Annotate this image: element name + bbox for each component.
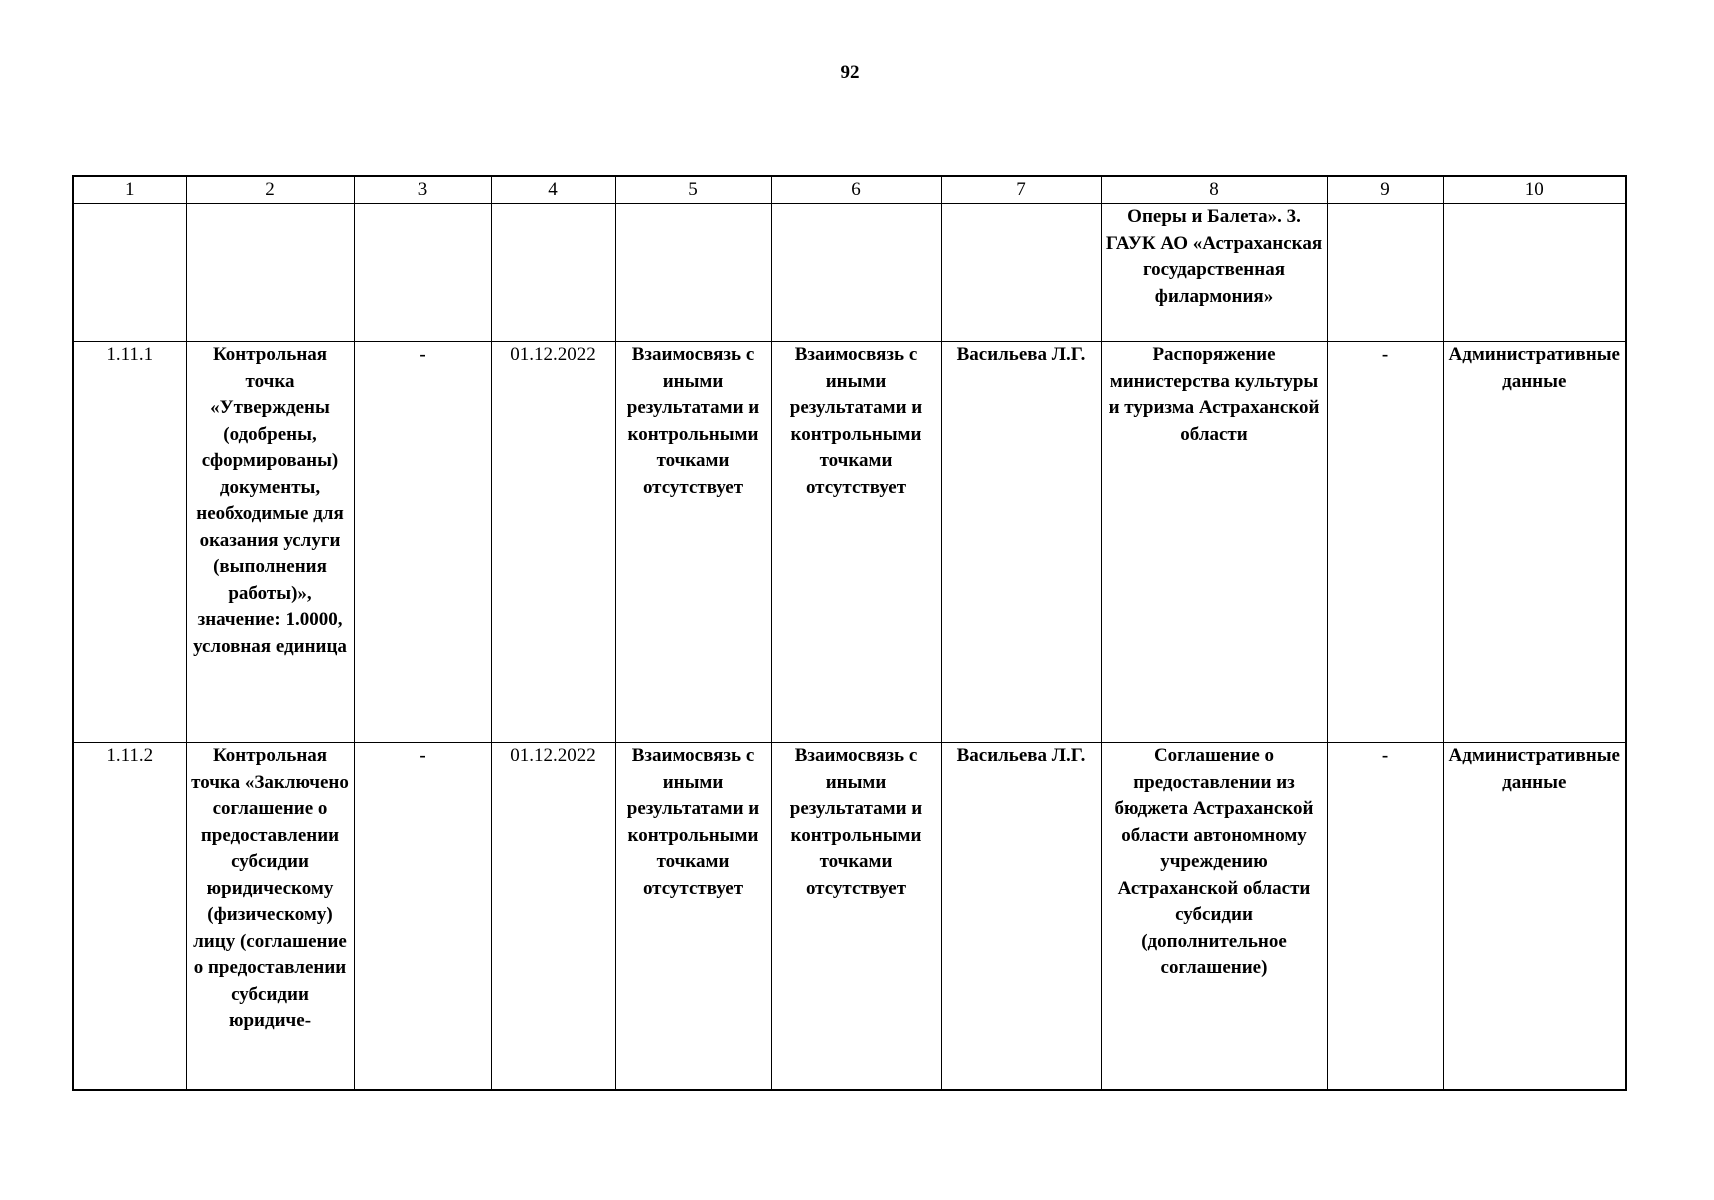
table-header-row [73,176,1626,204]
responsible-document-cell: Оперы и Балета». 3. ГАУК АО «Астраханская государственная филармония» [1101,204,1327,342]
column-header: 8 [1101,176,1327,204]
responsible-person-cell: Васильева Л.Г. [941,743,1101,1091]
column-header: 1 [73,176,186,204]
relationship-cell: Взаимосвязь с иными результатами и контрольными точками отсутствует [771,743,941,1091]
document-cell: Распоряжение министерства культуры и туризма Астраханской области [1101,342,1327,743]
data-source-cell: Административные данные [1443,342,1626,743]
data-source-cell: Административные данные [1443,743,1626,1091]
table-cell [1327,204,1443,342]
table-cell [771,204,941,342]
table-row [73,204,1626,342]
table-cell [491,204,615,342]
column-header: 6 [771,176,941,204]
page-number: 92 [840,62,860,83]
table-cell [73,204,186,342]
table-cell [941,204,1101,342]
table-row [73,342,1626,743]
table-cell: - [1327,743,1443,1091]
relationship-cell: Взаимосвязь с иными результатами и контрольными точками отсутствует [771,342,941,743]
relationship-cell: Взаимосвязь с иными результатами и контрольными точками отсутствует [615,342,771,743]
column-header: 7 [941,176,1101,204]
column-header: 9 [1327,176,1443,204]
date-cell: 01.12.2022 [491,342,615,743]
item-number-cell: 1.11.1 [73,342,186,743]
column-header: 5 [615,176,771,204]
table-row [73,743,1626,1091]
column-header: 10 [1443,176,1626,204]
table-cell: - [1327,342,1443,743]
relationship-cell: Взаимосвязь с иными результатами и контрольными точками отсутствует [615,743,771,1091]
table-cell [615,204,771,342]
table-cell [1443,204,1626,342]
document-cell: Соглашение о предоставлении из бюджета Астраханской области автономному учреждению Астраханской области субсидии (дополнительное соглашение) [1101,743,1327,1091]
responsible-person-cell: Васильева Л.Г. [941,342,1101,743]
column-header: 2 [186,176,354,204]
table-cell [354,204,491,342]
date-cell: 01.12.2022 [491,743,615,1091]
control-point-name-cell: Контрольная точка «Заключено соглашение о предоставлении субсидии юридическому (физическому) лицу (соглашение о предоставлении субсидии юридиче- [186,743,354,1091]
document-table [72,175,1627,1091]
item-number-cell: 1.11.2 [73,743,186,1091]
table-cell [186,204,354,342]
column-header: 3 [354,176,491,204]
table-cell: - [354,743,491,1091]
column-header: 4 [491,176,615,204]
table-cell: - [354,342,491,743]
control-point-name-cell: Контрольная точка «Утверждены (одобрены, сформированы) документы, необходимые для оказания услуги (выполнения работы)», значение: 1.0000, условная единица [186,342,354,743]
